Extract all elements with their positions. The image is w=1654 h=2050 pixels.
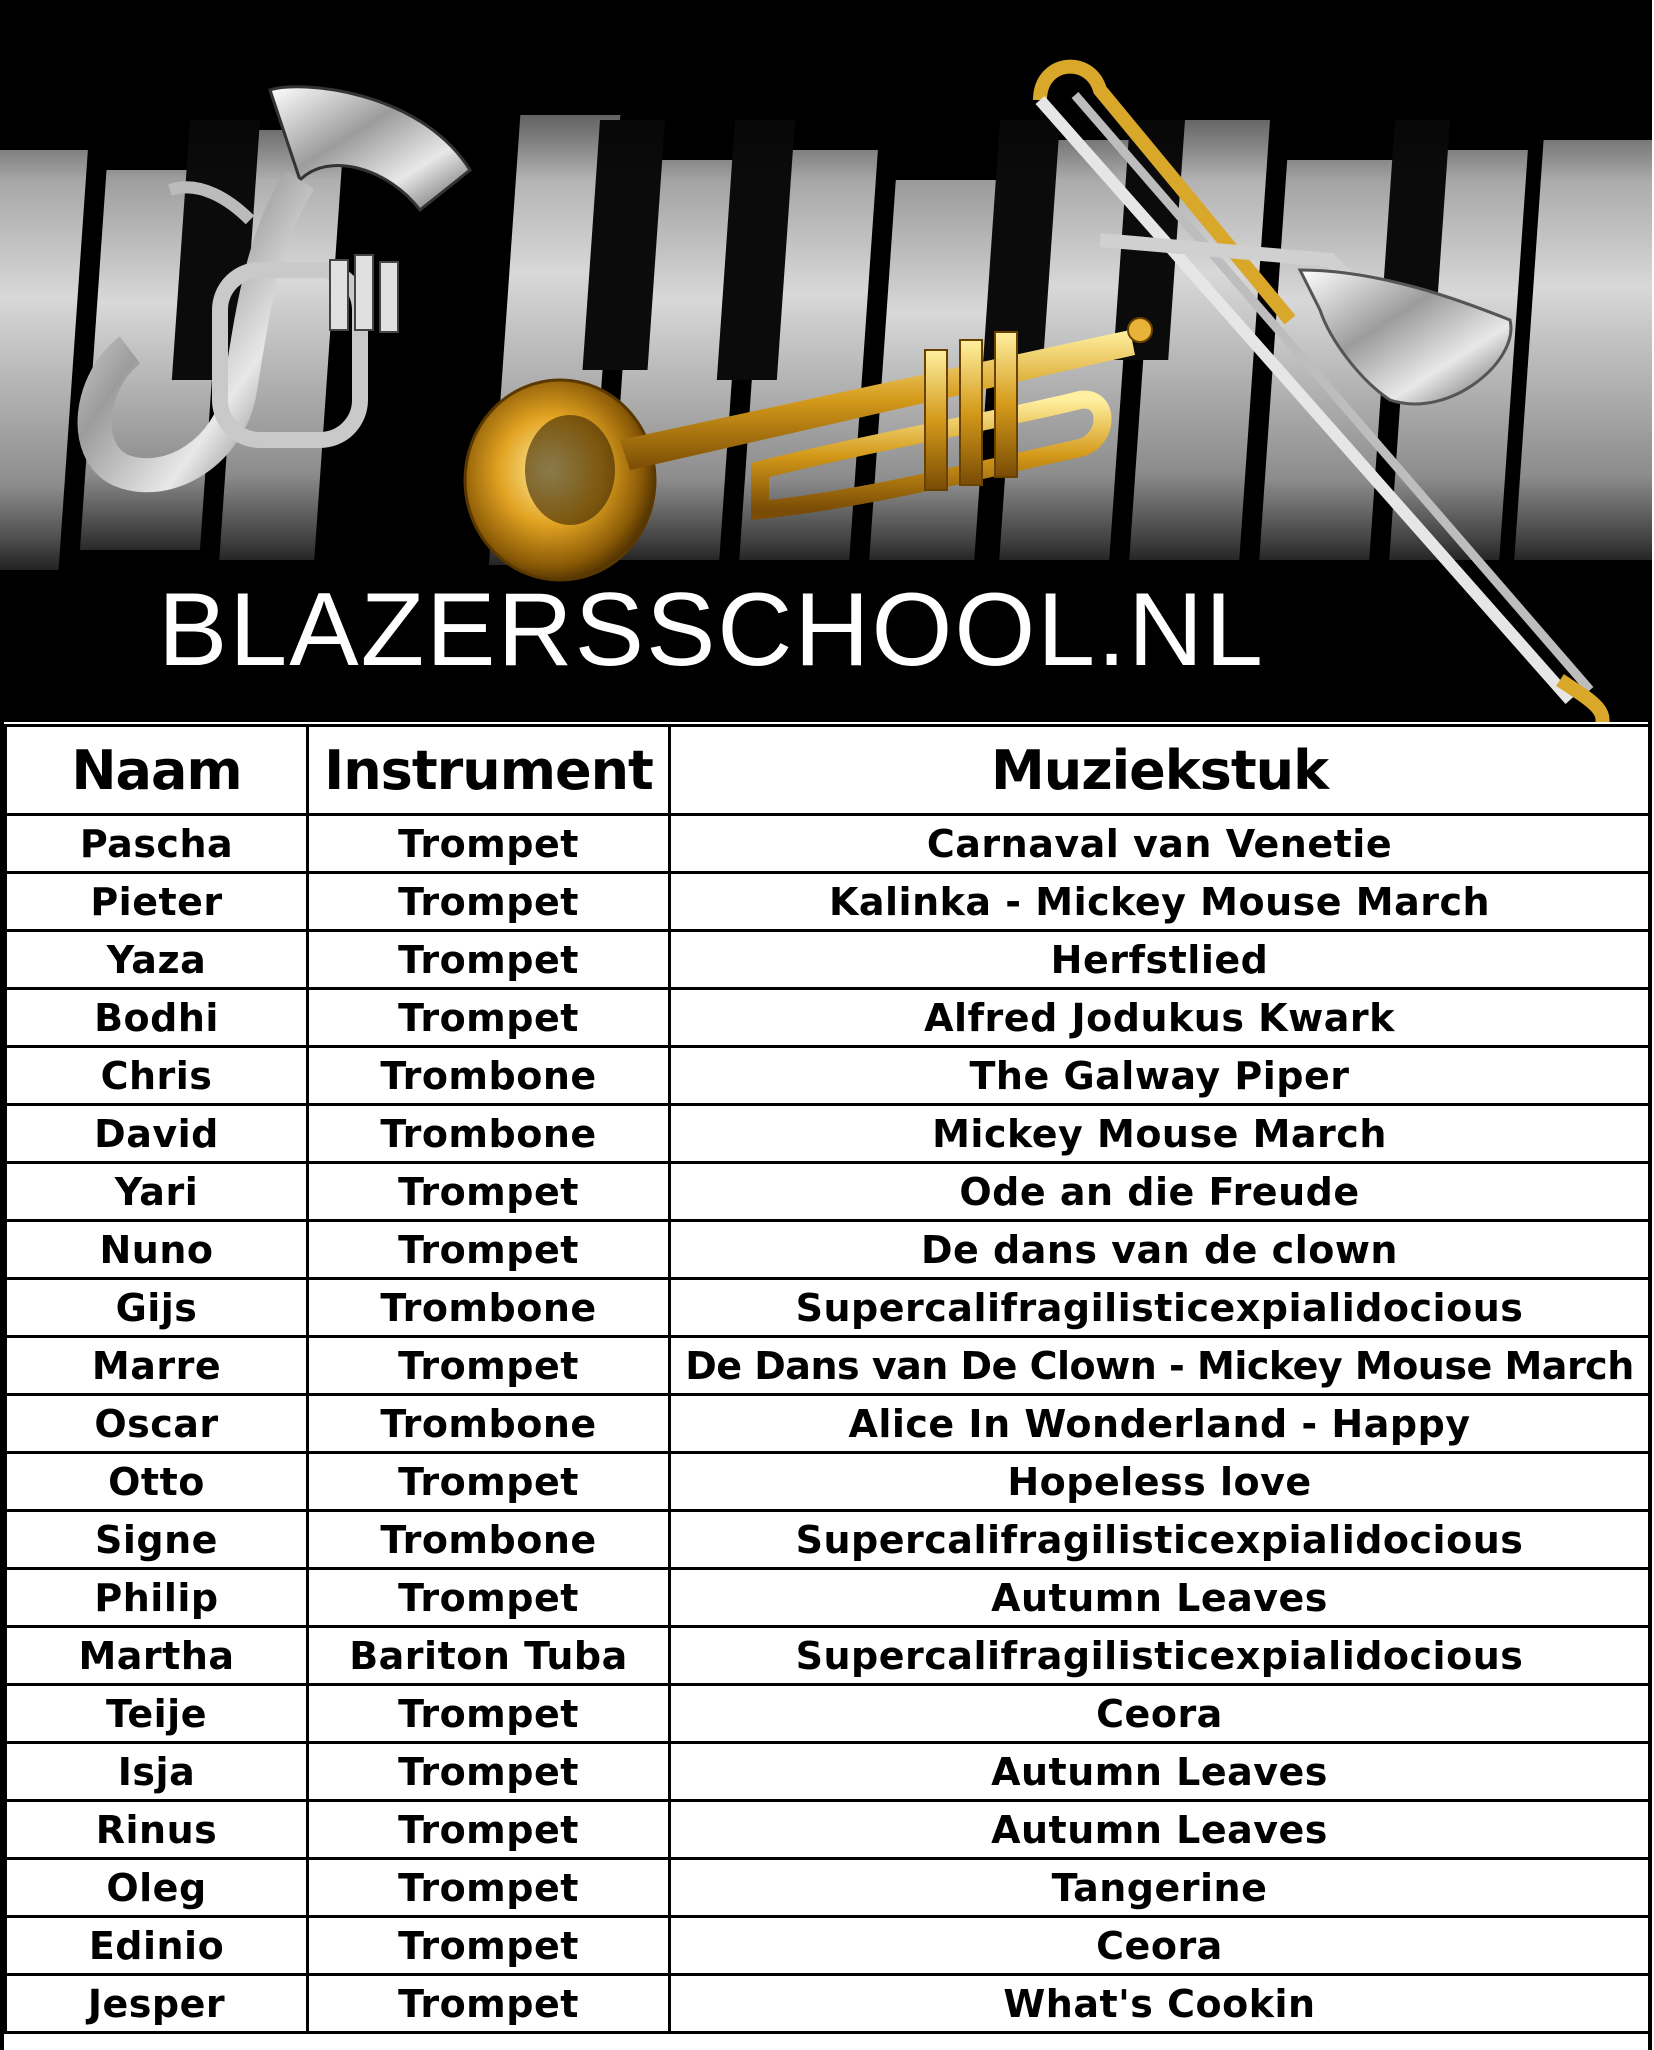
cell-muziekstuk: Carnaval van Venetie [670, 815, 1650, 873]
cell-naam: Yaza [6, 931, 308, 989]
table-row [6, 1279, 1650, 1337]
cell-instrument: Trompet [308, 989, 670, 1047]
cell-muziekstuk: De Dans van De Clown - Mickey Mouse March [670, 1337, 1650, 1395]
table-row [6, 1975, 1650, 2033]
cell-naam: Chris [6, 1047, 308, 1105]
cell-naam: Otto [6, 1453, 308, 1511]
table-row [6, 1859, 1650, 1917]
cell-instrument: Trombone [308, 1047, 670, 1105]
cell-muziekstuk: Ceora [670, 1685, 1650, 1743]
cell-naam: Rinus [6, 1801, 308, 1859]
cell-instrument: Trompet [308, 1801, 670, 1859]
cell-naam: Isja [6, 1743, 308, 1801]
cell-naam: Teije [6, 1685, 308, 1743]
table-row [6, 1163, 1650, 1221]
cell-instrument: Bariton Tuba [308, 1627, 670, 1685]
table-row [6, 1801, 1650, 1859]
cell-naam: Signe [6, 1511, 308, 1569]
cell-instrument: Trompet [308, 1685, 670, 1743]
cell-instrument: Trompet [308, 1859, 670, 1917]
cell-muziekstuk: Hopeless love [670, 1453, 1650, 1511]
header-muziekstuk: Muziekstuk [670, 726, 1650, 815]
cell-instrument: Trombone [308, 1105, 670, 1163]
brand-logo-text: BLAZERSSCHOOL.NL [158, 572, 1265, 688]
cell-muziekstuk: Autumn Leaves [670, 1743, 1650, 1801]
cell-muziekstuk: What's Cookin [670, 1975, 1650, 2033]
table-row [6, 1047, 1650, 1105]
cell-muziekstuk: De dans van de clown [670, 1221, 1650, 1279]
cell-naam: Nuno [6, 1221, 308, 1279]
cell-instrument: Trombone [308, 1279, 670, 1337]
table-header-row [6, 726, 1650, 815]
cell-muziekstuk: Ceora [670, 1917, 1650, 1975]
table-row [6, 1453, 1650, 1511]
cell-instrument: Trompet [308, 1453, 670, 1511]
cell-naam: Jesper [6, 1975, 308, 2033]
cell-naam: Oscar [6, 1395, 308, 1453]
cell-instrument: Trompet [308, 815, 670, 873]
cell-muziekstuk: Herfstlied [670, 931, 1650, 989]
table-row [6, 1627, 1650, 1685]
cell-instrument: Trombone [308, 1511, 670, 1569]
table-row [6, 1685, 1650, 1743]
table-row [6, 1569, 1650, 1627]
table-row [6, 873, 1650, 931]
header-banner [0, 0, 1652, 722]
cell-muziekstuk: Alice In Wonderland - Happy [670, 1395, 1650, 1453]
table-row [6, 989, 1650, 1047]
cell-naam: Oleg [6, 1859, 308, 1917]
cell-naam: David [6, 1105, 308, 1163]
cell-muziekstuk: Autumn Leaves [670, 1801, 1650, 1859]
cell-instrument: Trompet [308, 1743, 670, 1801]
cell-muziekstuk: Supercalifragilisticexpialidocious [670, 1627, 1650, 1685]
cell-muziekstuk: Tangerine [670, 1859, 1650, 1917]
table-row [6, 1221, 1650, 1279]
cell-instrument: Trompet [308, 1569, 670, 1627]
cell-instrument: Trompet [308, 1917, 670, 1975]
cell-instrument: Trompet [308, 1221, 670, 1279]
cell-muziekstuk: Mickey Mouse March [670, 1105, 1650, 1163]
table-row [6, 1395, 1650, 1453]
cell-naam: Philip [6, 1569, 308, 1627]
cell-muziekstuk: Alfred Jodukus Kwark [670, 989, 1650, 1047]
cell-instrument: Trombone [308, 1395, 670, 1453]
cell-naam: Pieter [6, 873, 308, 931]
cell-naam: Pascha [6, 815, 308, 873]
cell-naam: Gijs [6, 1279, 308, 1337]
cell-instrument: Trompet [308, 873, 670, 931]
cell-muziekstuk: Kalinka - Mickey Mouse March [670, 873, 1650, 931]
cell-muziekstuk: Supercalifragilisticexpialidocious [670, 1279, 1650, 1337]
table-row [6, 815, 1650, 873]
cell-muziekstuk: Ode an die Freude [670, 1163, 1650, 1221]
table-row [6, 1337, 1650, 1395]
cell-instrument: Trompet [308, 931, 670, 989]
cell-naam: Yari [6, 1163, 308, 1221]
cell-instrument: Trompet [308, 1975, 670, 2033]
table-row [6, 1511, 1650, 1569]
table-row [6, 1743, 1650, 1801]
cell-instrument: Trompet [308, 1163, 670, 1221]
cell-muziekstuk: Supercalifragilisticexpialidocious [670, 1511, 1650, 1569]
cell-muziekstuk: The Galway Piper [670, 1047, 1650, 1105]
cell-instrument: Trompet [308, 1337, 670, 1395]
cell-naam: Marre [6, 1337, 308, 1395]
cell-naam: Martha [6, 1627, 308, 1685]
table-row [6, 1917, 1650, 1975]
cell-muziekstuk: Autumn Leaves [670, 1569, 1650, 1627]
student-roster-table [4, 724, 1651, 2034]
table-row [6, 1105, 1650, 1163]
cell-naam: Edinio [6, 1917, 308, 1975]
table-body [6, 815, 1650, 2033]
header-instrument: Instrument [308, 726, 670, 815]
header-naam: Naam [6, 726, 308, 815]
table-row [6, 931, 1650, 989]
cell-naam: Bodhi [6, 989, 308, 1047]
